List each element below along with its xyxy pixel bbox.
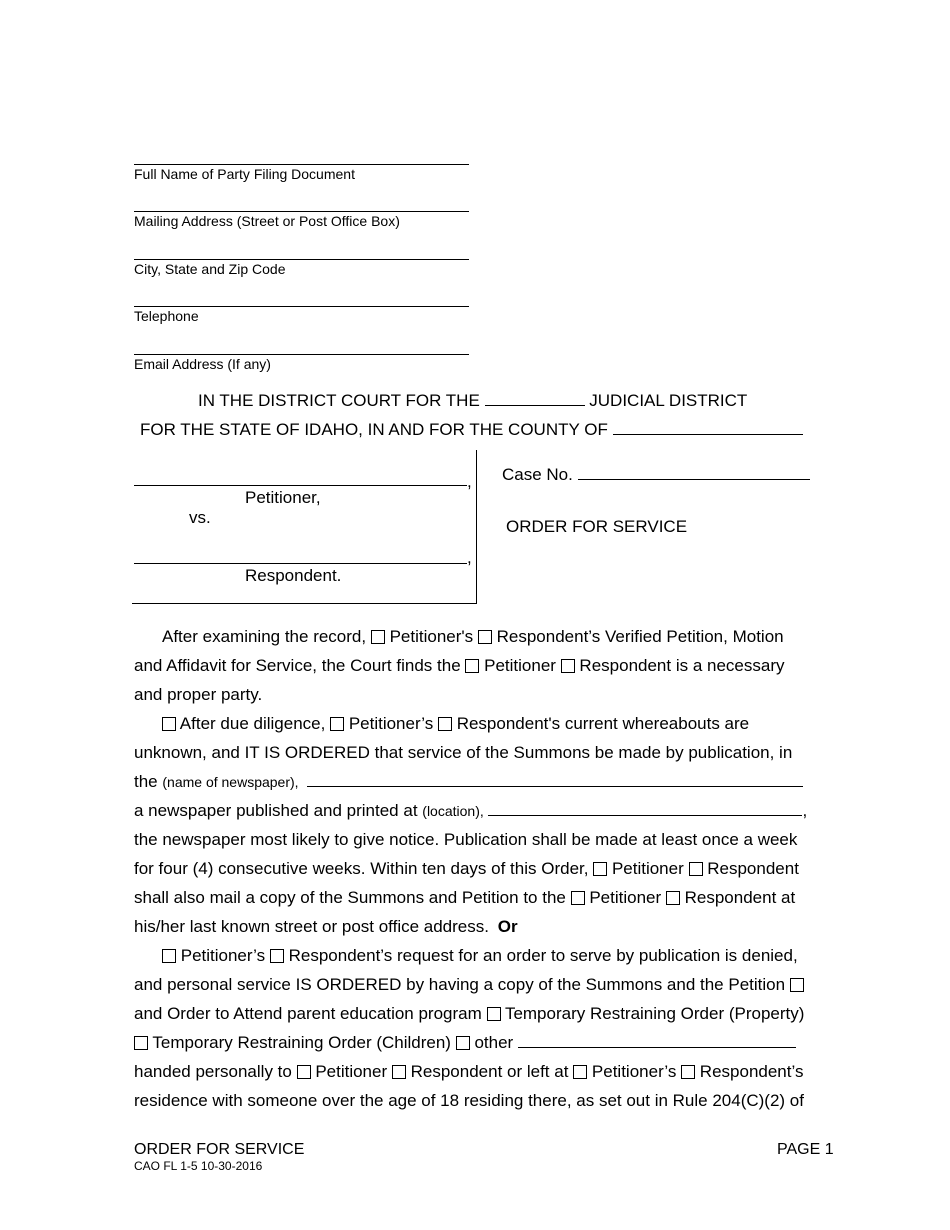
text-petitioners: Petitioner's bbox=[389, 627, 474, 646]
body-line-4 bbox=[162, 714, 852, 734]
checkbox-tro-property[interactable] bbox=[487, 1007, 501, 1021]
checkbox-due-diligence[interactable] bbox=[162, 717, 176, 731]
telephone-line[interactable] bbox=[134, 306, 469, 307]
text-newspaper-published: a newspaper published and printed at bbox=[134, 801, 418, 820]
respondent-name-line[interactable] bbox=[134, 563, 467, 564]
checkbox-mail-petitioner[interactable] bbox=[593, 862, 607, 876]
text-respondents-2: Respondent’s bbox=[699, 1062, 804, 1081]
body-line-11 bbox=[134, 917, 824, 937]
footer-title: ORDER FOR SERVICE bbox=[134, 1141, 305, 1158]
city-state-zip-label: City, State and Zip Code bbox=[134, 261, 286, 277]
court-heading-line2 bbox=[140, 420, 803, 440]
checkbox-petitioners-petition[interactable] bbox=[371, 630, 385, 644]
footer-form-code: CAO FL 1-5 10-30-2016 bbox=[134, 1159, 263, 1173]
body-line-1 bbox=[162, 627, 852, 647]
text-four-consecutive-weeks: for four (4) consecutive weeks. Within ten days of this Order, bbox=[134, 859, 589, 878]
text-after-due-diligence: After due diligence, bbox=[179, 714, 326, 733]
caption-bottom-rule bbox=[132, 603, 477, 604]
text-last-known-address: his/her last known street or post office address. bbox=[134, 917, 489, 936]
checkbox-petitioners-whereabouts[interactable] bbox=[330, 717, 344, 731]
text-current-whereabouts: Respondent's current whereabouts are bbox=[456, 714, 750, 733]
text-proper-party: and proper party. bbox=[134, 685, 263, 704]
checkbox-summons-petition[interactable] bbox=[790, 978, 804, 992]
text-request-denied: Respondent’s request for an order to serve by publication is denied, bbox=[288, 946, 798, 965]
checkbox-respondents-petition[interactable] bbox=[478, 630, 492, 644]
checkbox-respondents-whereabouts[interactable] bbox=[438, 717, 452, 731]
county-blank[interactable] bbox=[613, 420, 803, 435]
caption-vertical-divider bbox=[476, 450, 477, 604]
text-respondents-verified-petition: Respondent’s Verified Petition, Motion bbox=[496, 627, 784, 646]
text-location-comma: , bbox=[802, 801, 808, 820]
text-affidavit-for-service: and Affidavit for Service, the Court finds the bbox=[134, 656, 461, 675]
checkbox-respondents-request[interactable] bbox=[270, 949, 284, 963]
text-personal-service-ordered: and personal service IS ORDERED by having a copy of the Summons and the Petition bbox=[134, 975, 786, 994]
case-number-row bbox=[502, 465, 810, 485]
checkbox-mail-respondent[interactable] bbox=[689, 862, 703, 876]
checkbox-respondents-residence[interactable] bbox=[681, 1065, 695, 1079]
full-name-line[interactable] bbox=[134, 164, 469, 165]
email-line[interactable] bbox=[134, 354, 469, 355]
mailing-address-line[interactable] bbox=[134, 211, 469, 212]
text-respondent-necessary: Respondent is a necessary bbox=[579, 656, 785, 675]
text-respondent-at: Respondent at bbox=[684, 888, 796, 907]
checkbox-handed-petitioner[interactable] bbox=[297, 1065, 311, 1079]
checkbox-handed-respondent[interactable] bbox=[392, 1065, 406, 1079]
footer-page-number: PAGE 1 bbox=[777, 1141, 834, 1158]
court-heading-state-county: FOR THE STATE OF IDAHO, IN AND FOR THE COUNTY OF bbox=[140, 420, 608, 439]
text-after-examining: After examining the record, bbox=[162, 627, 367, 646]
body-line-2 bbox=[134, 656, 824, 676]
text-mail-copy: shall also mail a copy of the Summons and Petition to the bbox=[134, 888, 566, 907]
text-petitioner-3: Petitioner bbox=[589, 888, 662, 907]
judicial-district-blank[interactable] bbox=[485, 391, 585, 406]
text-parent-education: and Order to Attend parent education program bbox=[134, 1004, 482, 1023]
body-line-3 bbox=[134, 685, 824, 705]
text-handed-personally: handed personally to bbox=[134, 1062, 292, 1081]
text-tro-property: Temporary Restraining Order (Property) bbox=[504, 1004, 805, 1023]
petitioner-label: Petitioner, bbox=[245, 488, 321, 507]
text-respondent-2: Respondent bbox=[707, 859, 799, 878]
text-petitioners-4: Petitioner’s bbox=[591, 1062, 677, 1081]
telephone-label: Telephone bbox=[134, 308, 199, 324]
court-heading-prefix: IN THE DISTRICT COURT FOR THE bbox=[198, 391, 480, 410]
text-petitioner-4: Petitioner bbox=[315, 1062, 388, 1081]
text-service-by-publication: unknown, and IT IS ORDERED that service of the Summons be made by publication, in bbox=[134, 743, 793, 762]
text-other: other bbox=[474, 1033, 514, 1052]
vs-label: vs. bbox=[189, 508, 211, 527]
petitioner-comma: , bbox=[467, 472, 472, 491]
body-line-12 bbox=[162, 946, 852, 966]
respondent-comma: , bbox=[467, 548, 472, 567]
body-line-17 bbox=[134, 1091, 824, 1111]
text-petitioner-2: Petitioner bbox=[611, 859, 684, 878]
mailing-address-label: Mailing Address (Street or Post Office Box) bbox=[134, 213, 400, 229]
text-most-likely-notice: the newspaper most likely to give notice. Publication shall be made at least once a week bbox=[134, 830, 798, 849]
text-respondent-left-at: Respondent or left at bbox=[410, 1062, 569, 1081]
body-line-9 bbox=[134, 859, 824, 879]
text-petitioner: Petitioner bbox=[484, 656, 556, 675]
text-location: (location), bbox=[422, 803, 484, 819]
full-name-label: Full Name of Party Filing Document bbox=[134, 166, 355, 182]
body-line-6 bbox=[134, 772, 824, 792]
checkbox-other[interactable] bbox=[456, 1036, 470, 1050]
checkbox-mail-to-petitioner[interactable] bbox=[571, 891, 585, 905]
body-line-5 bbox=[134, 743, 824, 763]
city-state-zip-line[interactable] bbox=[134, 259, 469, 260]
case-number-blank[interactable] bbox=[578, 465, 810, 480]
body-line-16 bbox=[134, 1062, 824, 1082]
document-title: ORDER FOR SERVICE bbox=[506, 517, 688, 536]
checkbox-tro-children[interactable] bbox=[134, 1036, 148, 1050]
checkbox-mail-to-respondent[interactable] bbox=[666, 891, 680, 905]
body-line-10 bbox=[134, 888, 824, 908]
body-line-13 bbox=[134, 975, 824, 995]
body-line-14 bbox=[134, 1004, 824, 1024]
text-name-of-newspaper: (name of newspaper), bbox=[162, 774, 299, 790]
body-line-8 bbox=[134, 830, 824, 850]
petitioner-name-line[interactable] bbox=[134, 485, 467, 486]
court-heading-line1 bbox=[198, 391, 747, 411]
respondent-label: Respondent. bbox=[245, 566, 342, 585]
email-label: Email Address (If any) bbox=[134, 356, 271, 372]
body-line-7 bbox=[134, 801, 824, 821]
case-number-label: Case No. bbox=[502, 465, 573, 484]
text-petitioners-2: Petitioner’s bbox=[348, 714, 434, 733]
text-the: the bbox=[134, 772, 158, 791]
text-or: Or bbox=[497, 917, 518, 936]
newspaper-name-blank[interactable] bbox=[307, 772, 803, 787]
text-petitioners-3: Petitioner’s bbox=[180, 946, 266, 965]
location-blank[interactable] bbox=[488, 801, 802, 816]
text-residence-rule: residence with someone over the age of 18 residing there, as set out in Rule 204(C)(2) of bbox=[134, 1091, 804, 1110]
body-line-15 bbox=[134, 1033, 824, 1053]
checkbox-respondent-party[interactable] bbox=[561, 659, 575, 673]
text-tro-children: Temporary Restraining Order (Children) bbox=[152, 1033, 451, 1052]
court-heading-suffix: JUDICIAL DISTRICT bbox=[589, 391, 748, 410]
checkbox-petitioner-party[interactable] bbox=[465, 659, 479, 673]
checkbox-petitioners-residence[interactable] bbox=[573, 1065, 587, 1079]
other-blank[interactable] bbox=[518, 1033, 796, 1048]
checkbox-petitioners-request[interactable] bbox=[162, 949, 176, 963]
